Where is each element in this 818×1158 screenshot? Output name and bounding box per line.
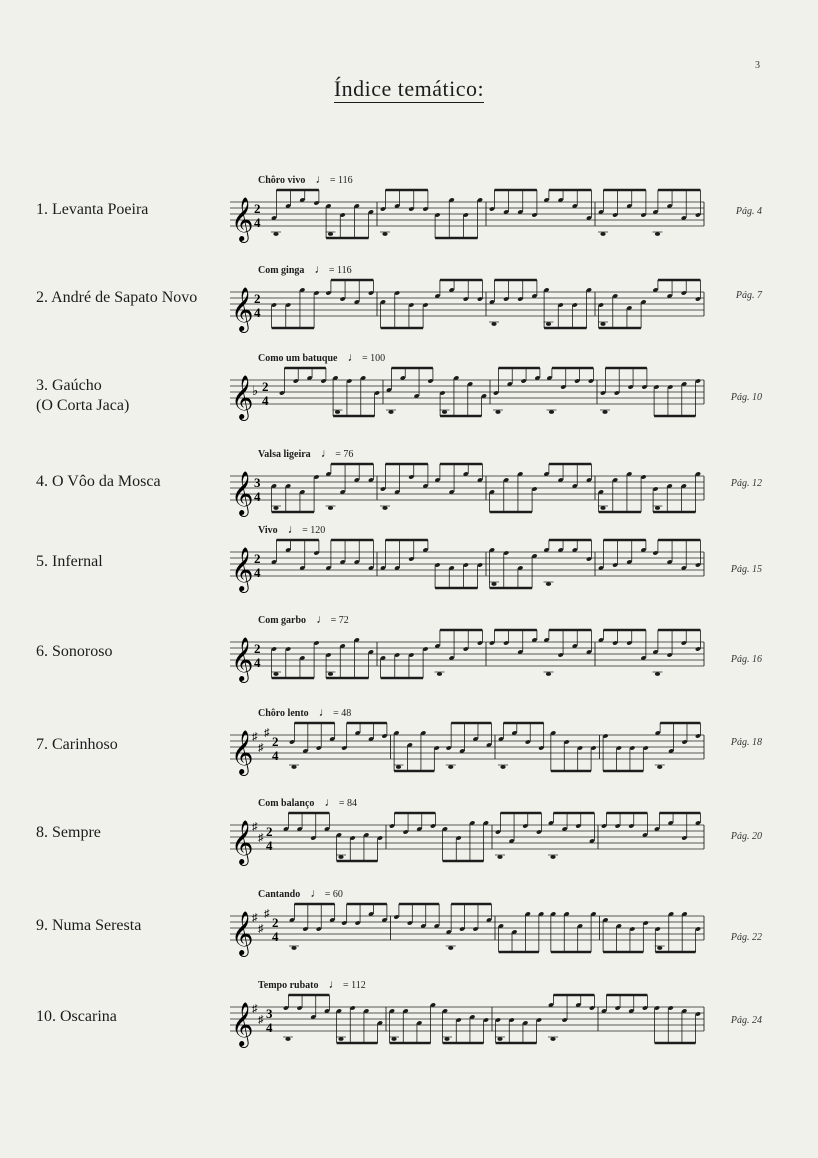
bass-note-head [335, 410, 340, 414]
piece-title: 10. Oscarina [36, 1008, 117, 1025]
piece-title: 4. O Vôo da Mosca [36, 473, 161, 490]
page-title-text: Índice temático: [333, 76, 485, 101]
bass-note-head [391, 1037, 396, 1041]
metronome-mark [328, 977, 366, 991]
theme-entry [0, 522, 818, 612]
treble-clef-icon: 𝄞 [231, 1002, 254, 1046]
tempo-marking [258, 977, 366, 992]
time-signature-bottom: 4 [254, 305, 261, 320]
tempo-text: Valsa ligeira [258, 449, 311, 460]
quarter-note-icon: ♩ [310, 886, 323, 900]
theme-entry [0, 172, 818, 262]
treble-clef-icon: 𝄞 [231, 197, 254, 241]
sharp-icon: ♯ [252, 912, 258, 924]
bass-note-head [600, 232, 605, 236]
sharp-icon: ♯ [258, 923, 264, 935]
bass-note-head [273, 672, 278, 676]
bass-note-head [655, 232, 660, 236]
theme-entry [0, 612, 818, 702]
metronome-mark [316, 612, 349, 626]
piece-title: 5. Infernal [36, 553, 103, 570]
tempo-marking [258, 522, 325, 537]
bass-note-head [549, 410, 554, 414]
time-signature-top: 2 [272, 734, 279, 749]
quarter-note-icon: ♩ [287, 522, 300, 536]
bass-note-head [328, 506, 333, 510]
bass-note-head [396, 765, 401, 769]
tempo-text: Com balanço [258, 798, 315, 809]
tempo-text: Cantando [258, 889, 301, 900]
quarter-note-icon: ♩ [316, 612, 329, 626]
page-reference[interactable]: Pág. 10 [730, 392, 762, 403]
flat-icon: ♭ [252, 383, 259, 398]
bass-note-head [338, 1037, 343, 1041]
bass-note-head [448, 765, 453, 769]
theme-entry [0, 705, 818, 795]
bass-note-head [546, 322, 551, 326]
bass-note-head [550, 855, 555, 859]
page-reference[interactable]: Pág. 7 [735, 290, 762, 301]
treble-clef-icon: 𝄞 [231, 730, 254, 774]
bass-note-head [448, 946, 453, 950]
bass-note-head [273, 506, 278, 510]
bass-note-head [273, 232, 278, 236]
metronome-mark [320, 446, 354, 460]
treble-clef-icon: 𝄞 [231, 637, 254, 681]
tempo-marking [258, 350, 385, 365]
sharp-icon: ♯ [258, 1014, 264, 1026]
treble-clef-icon: 𝄞 [231, 911, 254, 955]
tempo-marking [258, 172, 353, 187]
metronome-value: = 120 [302, 525, 326, 536]
time-signature-bottom: 4 [254, 489, 261, 504]
bass-note-head [388, 410, 393, 414]
treble-clef-icon: 𝄞 [231, 471, 254, 515]
music-staff-incipit [228, 276, 710, 348]
theme-entry [0, 977, 818, 1067]
time-signature-top: 2 [254, 641, 261, 656]
tempo-text: Vivo [258, 525, 278, 536]
metronome-mark [314, 262, 352, 276]
bass-note-head [497, 855, 502, 859]
page-reference[interactable]: Pág. 18 [730, 737, 762, 748]
page-title [0, 76, 818, 102]
bass-note-head [328, 672, 333, 676]
page-reference[interactable]: Pág. 12 [730, 478, 762, 489]
metronome-mark [347, 350, 386, 364]
metronome-value: = 60 [324, 889, 343, 900]
time-signature-top: 3 [266, 1006, 273, 1021]
bass-note-head [657, 946, 662, 950]
time-signature-bottom: 4 [254, 565, 261, 580]
bass-note-head [491, 322, 496, 326]
metronome-mark [315, 172, 353, 186]
bass-note-head [655, 506, 660, 510]
tempo-marking [258, 795, 357, 810]
tempo-text: Como um batuque [258, 353, 338, 364]
bass-note-head [602, 410, 607, 414]
sharp-icon: ♯ [258, 742, 264, 754]
metronome-value: = 112 [342, 980, 366, 991]
theme-entry [0, 795, 818, 885]
treble-clef-icon: 𝄞 [231, 547, 254, 591]
sharp-icon: ♯ [264, 727, 270, 739]
quarter-note-icon: ♩ [318, 705, 331, 719]
metronome-mark [287, 522, 326, 536]
bass-note-head [338, 855, 343, 859]
treble-clef-icon: 𝄞 [231, 287, 254, 331]
quarter-note-icon: ♩ [328, 977, 341, 991]
bass-note-head [500, 765, 505, 769]
bass-note-head [285, 1037, 290, 1041]
bass-note-head [437, 672, 442, 676]
bass-note-head [546, 582, 551, 586]
metronome-mark [324, 795, 358, 809]
sharp-icon: ♯ [258, 832, 264, 844]
bass-note-head [495, 410, 500, 414]
time-signature-bottom: 4 [262, 393, 269, 408]
bass-note-head [600, 322, 605, 326]
tempo-marking [258, 705, 351, 720]
tempo-marking [258, 446, 353, 461]
metronome-value: = 84 [338, 798, 358, 809]
bass-note-head [657, 765, 662, 769]
treble-clef-icon: 𝄞 [231, 375, 254, 419]
theme-entry [0, 886, 818, 976]
time-signature-bottom: 4 [266, 838, 273, 853]
time-signature-top: 2 [254, 201, 261, 216]
tempo-marking [258, 262, 352, 277]
metronome-value: = 100 [361, 353, 386, 364]
piece-title: 6. Sonoroso [36, 643, 113, 660]
tempo-text: Com ginga [258, 265, 305, 276]
music-staff-incipit [228, 809, 710, 881]
metronome-mark [318, 705, 352, 719]
tempo-text: Com garbo [258, 615, 307, 626]
time-signature-bottom: 4 [254, 655, 261, 670]
time-signature-top: 2 [254, 291, 261, 306]
bass-note-head [546, 672, 551, 676]
bass-note-head [655, 672, 660, 676]
tempo-text: Chôro vivo [258, 175, 306, 186]
page-reference[interactable]: Pág. 22 [730, 932, 762, 943]
metronome-mark [310, 886, 343, 900]
bass-note-head [491, 582, 496, 586]
music-staff-incipit [228, 719, 710, 791]
music-staff-incipit [228, 186, 710, 258]
metronome-value: = 48 [333, 708, 352, 719]
sharp-icon: ♯ [252, 1003, 258, 1015]
metronome-value: = 76 [335, 449, 354, 460]
piece-title: 9. Numa Seresta [36, 917, 142, 934]
page-reference[interactable]: Pág. 15 [730, 564, 762, 575]
tempo-marking [258, 886, 343, 901]
bass-note-head [291, 946, 296, 950]
piece-title: 1. Levanta Poeira [36, 201, 149, 218]
time-signature-bottom: 4 [254, 215, 261, 230]
time-signature-bottom: 4 [272, 929, 279, 944]
sharp-icon: ♯ [264, 908, 270, 920]
metronome-value: = 116 [328, 265, 352, 276]
bass-note-head [442, 410, 447, 414]
music-staff-incipit [228, 536, 710, 608]
time-signature-bottom: 4 [272, 748, 279, 763]
music-staff-incipit [228, 626, 710, 698]
tempo-text: Tempo rubato [258, 980, 319, 991]
metronome-value: = 72 [330, 615, 349, 626]
metronome-value: = 116 [329, 175, 353, 186]
sharp-icon: ♯ [252, 821, 258, 833]
sharp-icon: ♯ [252, 731, 258, 743]
music-staff-incipit [228, 364, 710, 436]
bass-note-head [291, 765, 296, 769]
piece-title: 7. Carinhoso [36, 736, 118, 753]
music-staff-incipit [228, 991, 710, 1063]
time-signature-top: 2 [266, 824, 273, 839]
tempo-text: Chôro lento [258, 708, 309, 719]
bass-note-head [382, 232, 387, 236]
page-reference[interactable]: Pág. 16 [730, 654, 762, 665]
page-number: 3 [755, 60, 760, 71]
piece-title: 8. Sempre [36, 824, 101, 841]
tempo-marking [258, 612, 349, 627]
time-signature-bottom: 4 [266, 1020, 273, 1035]
time-signature-top: 2 [272, 915, 279, 930]
time-signature-top: 3 [254, 475, 261, 490]
page-reference[interactable]: Pág. 4 [735, 206, 762, 217]
bass-note-head [444, 1037, 449, 1041]
theme-entry [0, 262, 818, 352]
quarter-note-icon: ♩ [314, 262, 327, 276]
treble-clef-icon: 𝄞 [231, 820, 254, 864]
bass-note-head [600, 506, 605, 510]
quarter-note-icon: ♩ [347, 350, 360, 364]
bass-note-head [550, 1037, 555, 1041]
page-reference[interactable]: Pág. 20 [730, 831, 762, 842]
piece-title: 2. André de Sapato Novo [36, 289, 198, 306]
bass-note-head [497, 1037, 502, 1041]
quarter-note-icon: ♩ [320, 446, 333, 460]
bass-note-head [382, 506, 387, 510]
page-reference[interactable]: Pág. 24 [730, 1015, 762, 1026]
bass-note-head [328, 232, 333, 236]
piece-title: 3. Gaúcho (O Corta Jaca) [36, 377, 130, 414]
quarter-note-icon: ♩ [315, 172, 328, 186]
time-signature-top: 2 [262, 379, 269, 394]
music-staff-incipit [228, 900, 710, 972]
theme-entry [0, 350, 818, 440]
quarter-note-icon: ♩ [324, 795, 337, 809]
time-signature-top: 2 [254, 551, 261, 566]
